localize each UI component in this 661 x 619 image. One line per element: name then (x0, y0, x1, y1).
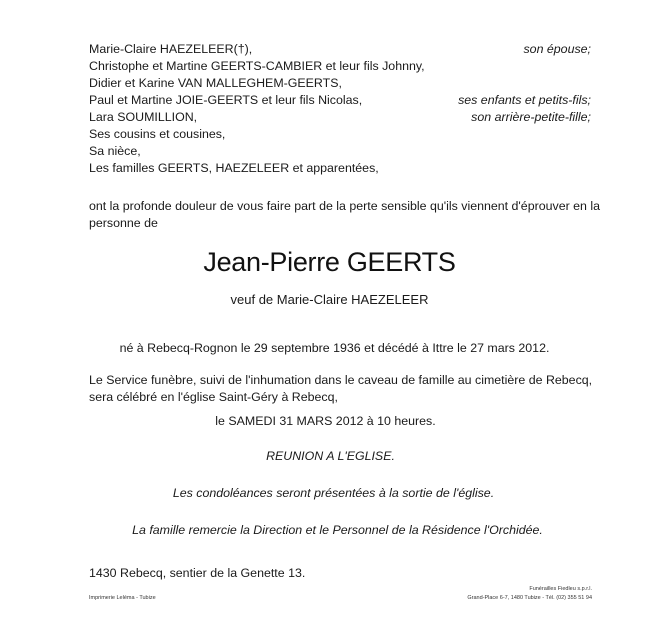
family-relation: son épouse; (523, 42, 591, 56)
family-relation: son arrière-petite-fille; (471, 110, 591, 124)
family-member-line: Lara SOUMILLION, (89, 110, 198, 124)
service-line-1: Le Service funèbre, suivi de l'inhumation dans le caveau de famille au cimetière de Rebecq, (89, 373, 593, 387)
thanks-note: La famille remercie la Direction et le Personnel de la Résidence l'Orchidée. (132, 523, 543, 537)
condolences-note: Les condoléances seront présentées à la sortie de l'église. (172, 486, 495, 500)
family-member-line: Ses cousins et cousines, (89, 127, 226, 141)
family-member-line: Marie-Claire HAEZELEER(†), (89, 42, 253, 56)
family-relation: ses enfants et petits-fils; (458, 93, 591, 107)
family-member-line: Les familles GEERTS, HAEZELEER et apparentées, (89, 161, 379, 175)
reunion-note: REUNION A L'EGLISE. (266, 449, 395, 463)
funeral-home-name: Funérailles Fiedleu s.p.r.l. (529, 586, 592, 592)
service-line-2: sera célébré en l'église Saint-Géry à Rebecq, (89, 390, 338, 404)
funeral-home-address: Grand-Place 6-7, 1480 Tubize - Tél. (02) 355 51 94 (467, 595, 592, 601)
announcement-line-2: personne de (89, 216, 158, 230)
widower-line: veuf de Marie-Claire HAEZELEER (230, 292, 429, 307)
service-date: le SAMEDI 31 MARS 2012 à 10 heures. (215, 414, 436, 428)
address: 1430 Rebecq, sentier de la Genette 13. (89, 566, 306, 580)
printer-credit: Imprimerie Leléma - Tubize (89, 595, 156, 601)
family-member-line: Didier et Karine VAN MALLEGHEM-GEERTS, (89, 76, 342, 90)
family-member-line: Sa nièce, (89, 144, 141, 158)
family-member-line: Paul et Martine JOIE-GEERTS et leur fils Nicolas, (89, 93, 363, 107)
deceased-name: Jean-Pierre GEERTS (203, 247, 456, 277)
birth-death-line: né à Rebecq-Rognon le 29 septembre 1936 et décédé à Ittre le 27 mars 2012. (119, 341, 550, 355)
announcement-line-1: ont la profonde douleur de vous faire part de la perte sensible qu'ils viennent d'éprouver en la (89, 199, 601, 213)
family-member-line: Christophe et Martine GEERTS-CAMBIER et leur fils Johnny, (89, 59, 425, 73)
